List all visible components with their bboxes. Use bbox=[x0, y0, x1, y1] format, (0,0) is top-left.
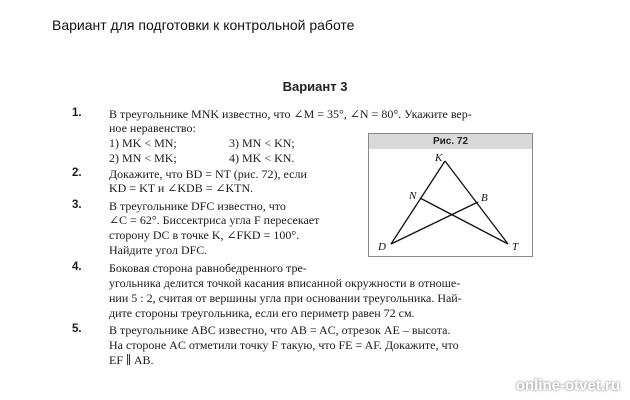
problem-1-option-2: 2) MN < MK; bbox=[109, 151, 177, 165]
triangle-diagram bbox=[369, 149, 532, 255]
problem-2-number: 2. bbox=[72, 167, 82, 179]
variant-title: Вариант 3 bbox=[282, 79, 348, 94]
problem-4-line-2: угольника делится точкой касания вписанной окружности в отноше- bbox=[109, 276, 461, 290]
problem-5-line-1: В треугольнике ABC известно, что AB = AC, отрезок AE – высота. bbox=[109, 323, 451, 337]
label-d: D bbox=[378, 241, 386, 253]
problem-4-line-3: нии 5 : 2, считая от вершины угла при основании треугольника. Най- bbox=[109, 291, 462, 305]
problem-5-line-3: EF ∥ AB. bbox=[109, 353, 154, 367]
problem-5-number: 5. bbox=[72, 323, 82, 335]
page-heading: Вариант для подготовки к контрольной работе bbox=[52, 17, 355, 33]
problem-4-line-4: дите стороны треугольника, если его периметр равен 72 см. bbox=[109, 306, 415, 320]
problem-1-option-4: 4) MK < KN. bbox=[229, 151, 295, 165]
problem-1-option-3: 3) MN < KN; bbox=[229, 136, 295, 150]
label-n: N bbox=[409, 190, 417, 202]
problem-1-line-1: В треугольнике MNK известно, что ∠M = 35°, ∠N = 80°. Укажите вер- bbox=[109, 107, 472, 121]
segment-nt bbox=[420, 198, 508, 244]
label-b: B bbox=[481, 192, 488, 204]
problem-1-number: 1. bbox=[72, 107, 82, 119]
problem-3-number: 3. bbox=[72, 199, 82, 211]
watermark: online-otvet.ru bbox=[515, 377, 620, 394]
problem-2-line-1: Докажите, что BD = NT (рис. 72), если bbox=[109, 167, 307, 181]
problem-1-line-2: ное неравенство: bbox=[109, 121, 196, 135]
problem-5-line-2: На стороне AC отметили точку F такую, что FE = AF. Докажите, что bbox=[109, 338, 459, 352]
figure-caption: Рис. 72 bbox=[369, 134, 532, 149]
problem-3-line-4: Найдите угол DFC. bbox=[109, 243, 208, 257]
problem-3-line-3: сторону DC в точке K, ∠FKD = 100°. bbox=[109, 228, 300, 242]
problem-4-line-1: Боковая сторона равнобедренного тре- bbox=[109, 261, 307, 275]
label-t: T bbox=[512, 241, 519, 253]
problem-4-number: 4. bbox=[72, 261, 82, 273]
problem-3-line-2: ∠C = 62°. Биссектриса угла F пересекает bbox=[109, 213, 320, 227]
problem-2-line-2: KD = KT и ∠KDB = ∠KTN. bbox=[109, 181, 254, 195]
problem-3-line-1: В треугольнике DFC известно, что bbox=[109, 199, 286, 213]
figure-72 bbox=[368, 133, 533, 257]
label-k: K bbox=[435, 152, 443, 164]
problem-1-option-1: 1) MK < MN; bbox=[109, 136, 177, 150]
